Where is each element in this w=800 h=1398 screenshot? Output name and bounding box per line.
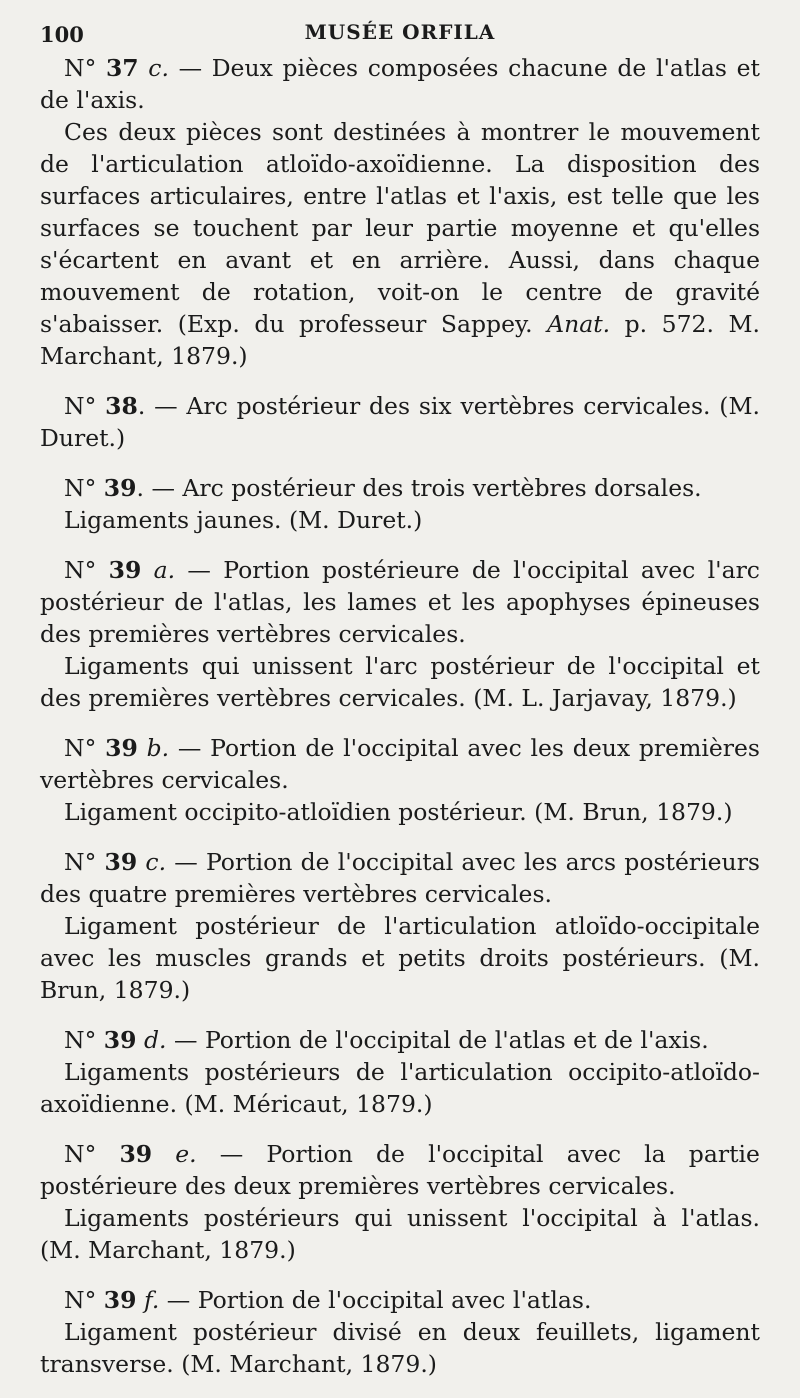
entry-title: . — Arc postérieur des six vertèbres cervicales. (M. Duret.) [40, 392, 760, 452]
entry-title: — Portion de l'occipital avec la partie postérieure des deux premières vertèbres cervicales. [40, 1140, 760, 1200]
entry-letter: b. [146, 734, 170, 762]
entry-description: Ces deux pièces sont destinées à montrer le mouvement de l'articulation atloïdo-axoïdienne. La disposition des surfaces articulaires, entre l'atlas et l'axis, est telle que les surfaces se touchent par leur partie moyenne et qu'elles s'écartent en avant et en arrière. Aussi, dans chaque mouvement de rotation, voit-on le centre de gravité s'abaisser. (Exp. du professeur Sappey. Anat. p. 572. M. Marchant, 1879.) [40, 118, 760, 370]
entry-title: — Deux pièces composées chacune de l'atlas et de l'axis. [40, 54, 760, 114]
entry-heading [40, 732, 760, 796]
entry-description: Ligaments postérieurs qui unissent l'occipital à l'atlas. (M. Marchant, 1879.) [40, 1204, 760, 1264]
page-header [40, 12, 760, 52]
entry-number: 39 [108, 556, 142, 584]
entry-number: 39 [103, 474, 137, 502]
entry-heading [40, 1138, 760, 1202]
entry-number: 39 [103, 1286, 137, 1314]
entry-description: Ligament postérieur de l'articulation atloïdo-occipitale avec les muscles grands et petits droits postérieurs. (M. Brun, 1879.) [40, 912, 760, 1004]
entry-no: N° [64, 848, 97, 876]
entry-number: 39 [104, 848, 138, 876]
entry-description: Ligament postérieur divisé en deux feuillets, ligament transverse. (M. Marchant, 1879.) [40, 1318, 760, 1378]
entry-description: Ligaments jaunes. (M. Duret.) [64, 506, 423, 534]
catalog-entry [40, 472, 760, 536]
entry-letter: a. [153, 556, 176, 584]
entry-heading [40, 846, 760, 910]
entry-no: N° [64, 54, 97, 82]
entry-letter: c. [145, 848, 167, 876]
entry-letter: f. [143, 1286, 160, 1314]
catalog-entries [40, 52, 760, 1380]
entry-heading [40, 554, 760, 650]
entry-title: — Portion de l'occipital avec les arcs postérieurs des quatre premières vertèbres cervicales. [40, 848, 760, 908]
entry-letter: c. [148, 54, 169, 82]
catalog-entry [40, 732, 760, 828]
entry-heading [40, 1284, 760, 1316]
entry-title: . — Arc postérieur des trois vertèbres dorsales. [136, 474, 702, 502]
entry-number: 39 [105, 734, 138, 762]
entry-number: 38 [105, 392, 138, 420]
entry-citation: p. 572. M. Marchant, 1879.) [40, 310, 760, 370]
entry-no: N° [64, 392, 97, 420]
catalog-entry [40, 1138, 760, 1266]
entry-title: — Portion de l'occipital de l'atlas et de l'axis. [166, 1026, 709, 1054]
entry-title: — Portion postérieure de l'occipital avec l'arc postérieur de l'atlas, les lames et les apophyses épineuses des premières vertèbres cervicales. [40, 556, 760, 648]
entry-no: N° [64, 1286, 97, 1314]
entry-number: 39 [103, 1026, 137, 1054]
entry-title: — Portion de l'occipital avec les deux premières vertèbres cervicales. [40, 734, 760, 794]
page-number: 100 [40, 22, 84, 47]
entry-heading [40, 1024, 760, 1056]
entry-no: N° [64, 734, 97, 762]
entry-description: Ligament occipito-atloïdien postérieur. (M. Brun, 1879.) [64, 798, 733, 826]
entry-no: N° [64, 474, 97, 502]
catalog-entry [40, 390, 760, 454]
entry-number: 39 [119, 1140, 153, 1168]
entry-heading [40, 52, 760, 116]
entry-no: N° [64, 556, 97, 584]
catalog-entry [40, 1284, 760, 1380]
entry-heading [40, 472, 760, 504]
catalog-entry [40, 52, 760, 372]
entry-letter: d. [143, 1026, 167, 1054]
entry-no: N° [64, 1140, 97, 1168]
catalog-entry [40, 1024, 760, 1120]
entry-title: — Portion de l'occipital avec l'atlas. [159, 1286, 592, 1314]
entry-citation-italic: Anat. [547, 310, 611, 338]
entry-description: Ligaments qui unissent l'arc postérieur de l'occipital et des premières vertèbres cervicales. (M. L. Jarjavay, 1879.) [40, 652, 760, 712]
entry-letter: e. [175, 1140, 197, 1168]
catalog-entry [40, 846, 760, 1006]
entry-description: Ligaments postérieurs de l'articulation occipito-atloïdo-axoïdienne. (M. Méricaut, 1879.) [40, 1058, 760, 1118]
entry-heading [40, 390, 760, 454]
entry-number: 37 [105, 54, 139, 82]
catalog-entry [40, 554, 760, 714]
running-title: MUSÉE ORFILA [304, 20, 496, 44]
entry-no: N° [64, 1026, 97, 1054]
